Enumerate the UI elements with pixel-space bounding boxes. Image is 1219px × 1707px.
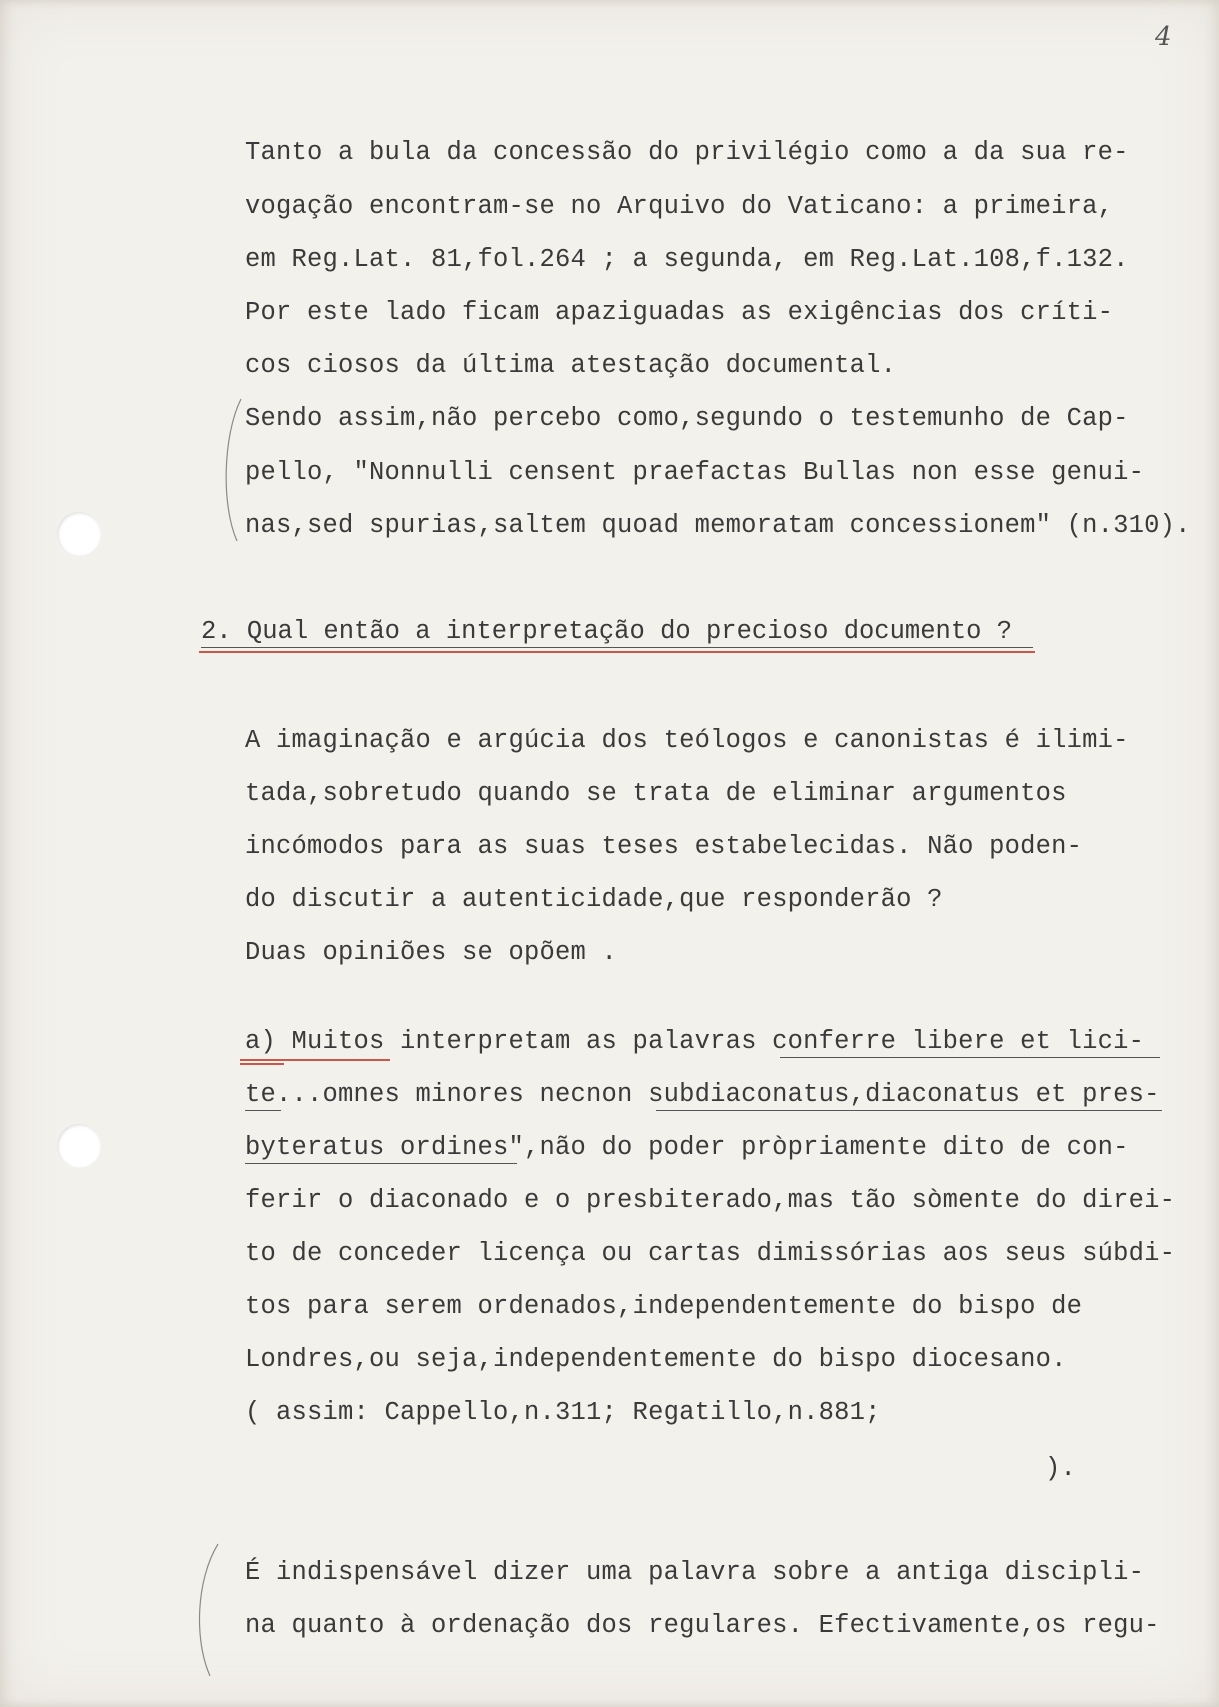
byteratus-underline — [245, 1163, 517, 1164]
section-heading: 2. Qual então a interpretação do precioso documento ? — [201, 617, 1013, 646]
punch-hole-bottom — [57, 1124, 101, 1168]
paragraph3-line-4: do discutir a autenticidade,que responderão ? — [245, 885, 943, 914]
punch-hole-top — [57, 512, 101, 556]
item-a-red-underline-2 — [240, 1063, 284, 1065]
margin-bracket-paragraph5 — [186, 1540, 222, 1680]
heading-red-underline — [199, 651, 1035, 653]
te-underline — [245, 1110, 281, 1111]
paragraph3-line-5: Duas opiniões se opõem . — [245, 938, 618, 967]
paragraph1-line-2: vogação encontram-se no Arquivo do Vaticano: a primeira, — [245, 192, 1114, 221]
paragraph4-line-4: ferir o diaconado e o presbiterado,mas tão sòmente do direi- — [245, 1186, 1176, 1215]
paragraph3-line-3: incómodos para as suas teses estabelecidas. Não poden- — [245, 832, 1083, 861]
item-a-red-underline — [240, 1059, 390, 1061]
paragraph1-line-5: cos ciosos da última atestação documental. — [245, 351, 897, 380]
paragraph5-line-1: É indispensável dizer uma palavra sobre a antiga discipli- — [245, 1558, 1145, 1587]
paragraph4-line-7: Londres,ou seja,independentemente do bispo diocesano. — [245, 1345, 1067, 1374]
heading-underline — [201, 647, 1033, 648]
page-number: 4 — [1155, 22, 1172, 52]
paragraph5-line-2: na quanto à ordenação dos regulares. Efectivamente,os regu- — [245, 1611, 1160, 1640]
paragraph4-line-1: a) Muitos interpretam as palavras conferre libere et lici- — [245, 1027, 1145, 1056]
paragraph4-line-2: te...omnes minores necnon subdiaconatus,diaconatus et pres- — [245, 1080, 1160, 1109]
paragraph3-line-2: tada,sobretudo quando se trata de eliminar argumentos — [245, 779, 1067, 808]
paragraph1-line-3: em Reg.Lat. 81,fol.264 ; a segunda, em Reg.Lat.108,f.132. — [245, 245, 1129, 274]
paragraph2-line-3: nas,sed spurias,saltem quoad memoratam concessionem" (n.310). — [245, 511, 1191, 540]
subdiaconatus-underline — [656, 1110, 1162, 1111]
margin-bracket-paragraph2 — [215, 395, 245, 545]
paragraph4-line-5: to de conceder licença ou cartas dimissórias aos seus súbdi- — [245, 1239, 1176, 1268]
paragraph1-line-4: Por este lado ficam apaziguadas as exigências dos críti- — [245, 298, 1114, 327]
paragraph4-line-3: byteratus ordines",não do poder pròpriamente dito de con- — [245, 1133, 1129, 1162]
paragraph2-line-1: Sendo assim,não percebo como,segundo o testemunho de Cap- — [245, 404, 1129, 433]
paragraph4-line-8: ( assim: Cappello,n.311; Regatillo,n.881; — [245, 1398, 881, 1427]
paragraph4-line-6: tos para serem ordenados,independentemente do bispo de — [245, 1292, 1083, 1321]
paragraph3-line-1: A imaginação e argúcia dos teólogos e canonistas é ilimi- — [245, 726, 1129, 755]
paragraph4-line-9: ). — [1045, 1454, 1077, 1483]
conferre-underline — [780, 1057, 1160, 1058]
paragraph1-line-1: Tanto a bula da concessão do privilégio como a da sua re- — [245, 138, 1129, 167]
paragraph2-line-2: pello, "Nonnulli censent praefactas Bullas non esse genui- — [245, 458, 1145, 487]
